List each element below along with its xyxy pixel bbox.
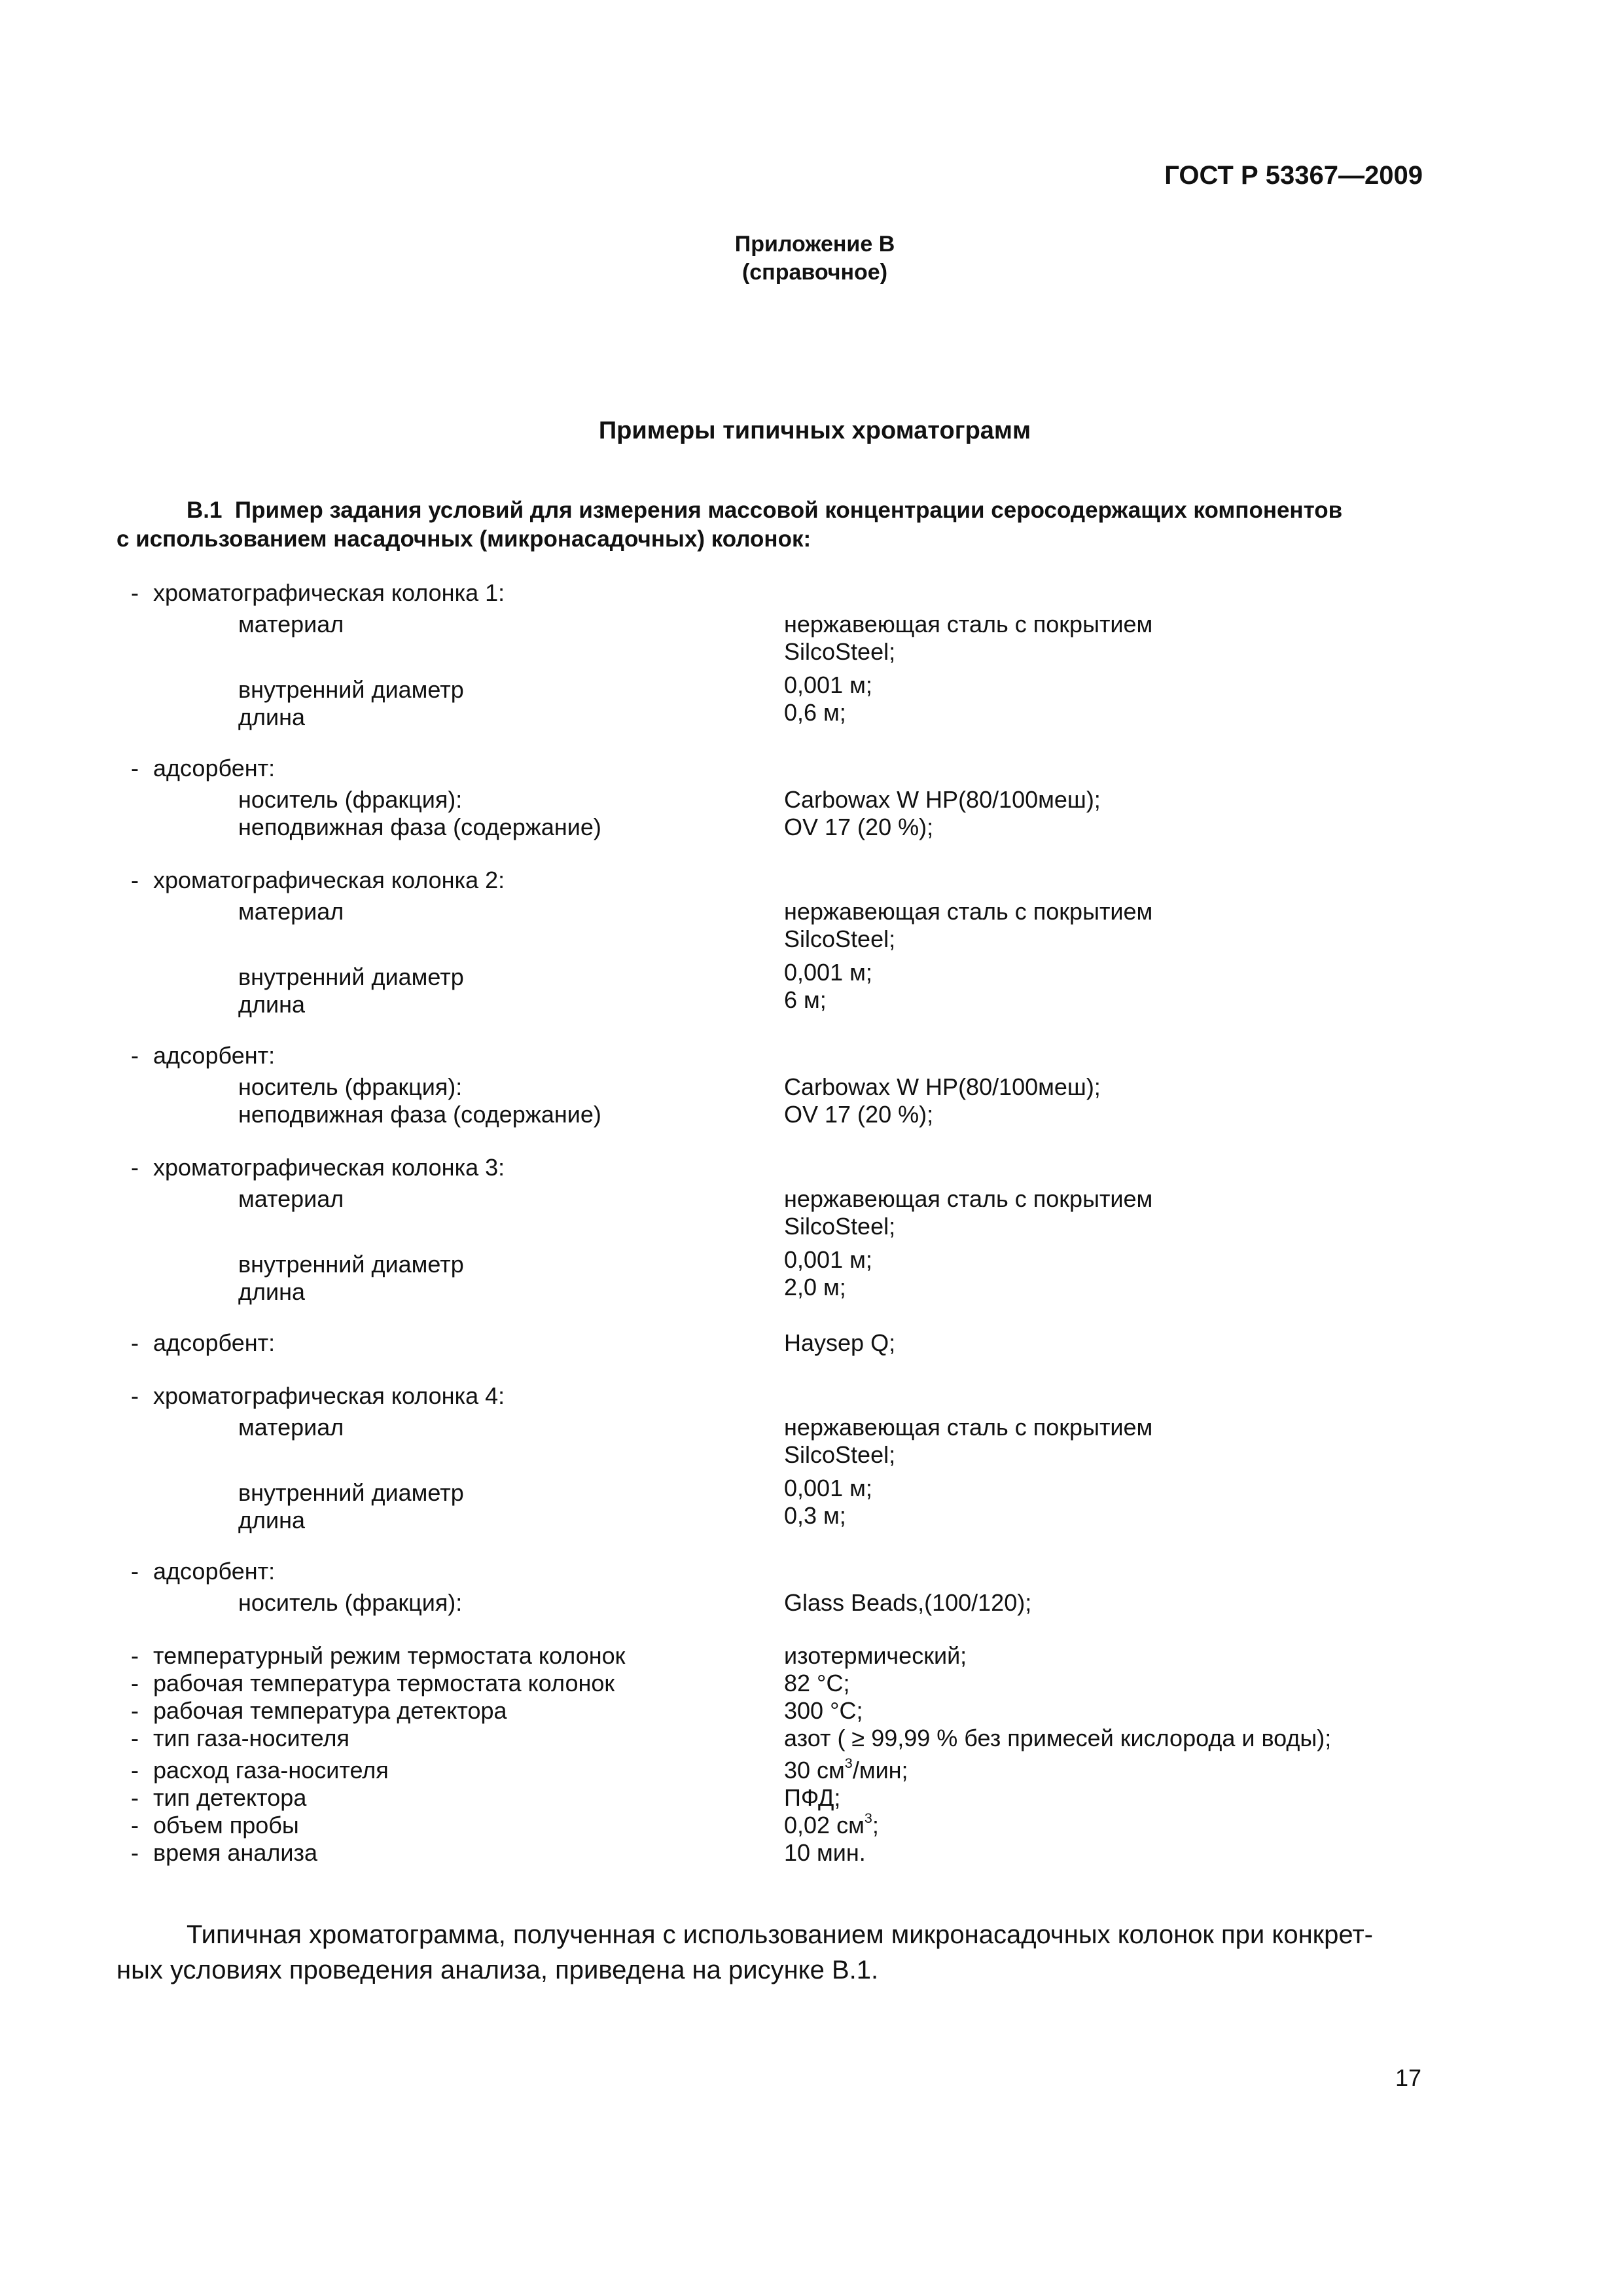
clause-heading-line-1 xyxy=(187,497,1342,524)
annex-status: (справочное) xyxy=(741,260,888,285)
condition-label: время анализа xyxy=(153,1839,317,1866)
list-item-dash: - xyxy=(131,1839,139,1866)
column-1-heading: хроматографическая колонка 1: xyxy=(153,579,505,606)
condition-value: 0,02 $см^3$; xyxy=(784,1809,879,1839)
condition-value: 30 $см^3$/мин; xyxy=(784,1754,908,1784)
list-item-dash: - xyxy=(131,1382,139,1409)
column-2-material-label: материал xyxy=(238,898,344,925)
condition-label: тип газа-носителя xyxy=(153,1725,349,1751)
condition-label: рабочая температура термостата колонок xyxy=(153,1670,615,1696)
column-2-diameter-value: 0,001 м; xyxy=(784,959,872,986)
column-1-length-label: длина xyxy=(238,704,306,730)
column-4-material-label: материал xyxy=(238,1414,344,1441)
list-item-dash: - xyxy=(131,1558,139,1585)
column-4-diameter-value: 0,001 м; xyxy=(784,1475,872,1501)
clause-heading-line-2: с использованием насадочных (микронасадочных) колонок: xyxy=(116,526,812,552)
list-item-dash: - xyxy=(131,1725,139,1751)
condition-value: азот ( ≥ 99,99 % без примесей кислорода и воды); xyxy=(784,1725,1332,1751)
condition-value: 300 °С; xyxy=(784,1697,863,1724)
column-3-material-label: материал xyxy=(238,1185,344,1212)
adsorbent-3-heading: адсорбент: xyxy=(153,1329,276,1356)
column-3-length-label: длина xyxy=(238,1278,306,1305)
list-item-dash: - xyxy=(131,755,139,781)
column-4-diameter-label: внутренний диаметр xyxy=(238,1479,464,1506)
adsorbent-2-carrier-value: Carbowax W HP(80/100меш); xyxy=(784,1073,1101,1100)
column-1-material-value-1: нержавеющая сталь с покрытием xyxy=(784,611,1153,637)
adsorbent-3-value: Haysep Q; xyxy=(784,1329,896,1356)
adsorbent-4-carrier-label: носитель (фракция): xyxy=(238,1589,463,1616)
list-item-dash: - xyxy=(131,579,139,606)
column-2-material-value-1: нержавеющая сталь с покрытием xyxy=(784,898,1153,925)
list-item-dash: - xyxy=(131,1642,139,1669)
condition-value: 82 °С; xyxy=(784,1670,850,1696)
adsorbent-4-heading: адсорбент: xyxy=(153,1558,276,1585)
list-item-dash: - xyxy=(131,1329,139,1356)
list-item-dash: - xyxy=(131,1697,139,1724)
column-4-material-value-1: нержавеющая сталь с покрытием xyxy=(784,1414,1153,1441)
condition-label: объем пробы xyxy=(153,1812,299,1839)
adsorbent-1-carrier-label: носитель (фракция): xyxy=(238,786,463,813)
list-item-dash: - xyxy=(131,1812,139,1839)
column-2-heading: хроматографическая колонка 2: xyxy=(153,867,505,893)
paragraph-line-2: ных условиях проведения анализа, приведена на рисунке В.1. xyxy=(116,1956,879,1984)
column-1-length-value: 0,6 м; xyxy=(784,699,846,726)
list-item-dash: - xyxy=(131,1670,139,1696)
condition-label: температурный режим термостата колонок xyxy=(153,1642,626,1669)
document-id: ГОСТ Р 53367—2009 xyxy=(1164,161,1423,190)
annex-title: Приложение В xyxy=(734,232,895,257)
column-4-material-value-2: SilcoSteel; xyxy=(784,1441,896,1468)
adsorbent-2-phase-value: OV 17 (20 %); xyxy=(784,1101,934,1128)
adsorbent-2-heading: адсорбент: xyxy=(153,1042,276,1069)
column-4-heading: хроматографическая колонка 4: xyxy=(153,1382,505,1409)
condition-label: тип детектора xyxy=(153,1784,307,1811)
column-1-material-value-2: SilcoSteel; xyxy=(784,638,896,665)
column-4-length-label: длина xyxy=(238,1507,306,1534)
column-2-length-label: длина xyxy=(238,991,306,1018)
column-3-diameter-label: внутренний диаметр xyxy=(238,1251,464,1278)
column-1-diameter-value: 0,001 м; xyxy=(784,672,872,698)
adsorbent-2-phase-label: неподвижная фаза (содержание) xyxy=(238,1101,601,1128)
adsorbent-2-carrier-label: носитель (фракция): xyxy=(238,1073,463,1100)
list-item-dash: - xyxy=(131,1757,139,1784)
condition-label: расход газа-носителя xyxy=(153,1757,389,1784)
column-2-length-value: 6 м; xyxy=(784,986,827,1013)
adsorbent-1-carrier-value: Carbowax W HP(80/100меш); xyxy=(784,786,1101,813)
adsorbent-1-phase-value: OV 17 (20 %); xyxy=(784,814,934,840)
column-3-diameter-value: 0,001 м; xyxy=(784,1246,872,1273)
column-1-material-label: материал xyxy=(238,611,344,637)
adsorbent-1-heading: адсорбент: xyxy=(153,755,276,781)
condition-value: 10 мин. xyxy=(784,1839,866,1866)
list-item-dash: - xyxy=(131,867,139,893)
page-number: 17 xyxy=(1395,2064,1421,2091)
column-3-heading: хроматографическая колонка 3: xyxy=(153,1154,505,1181)
column-2-material-value-2: SilcoSteel; xyxy=(784,925,896,952)
list-item-dash: - xyxy=(131,1784,139,1811)
list-item-dash: - xyxy=(131,1154,139,1181)
column-3-length-value: 2,0 м; xyxy=(784,1274,846,1300)
clause-title-1: Пример задания условий для измерения массовой концентрации серосодержащих компонентов xyxy=(234,497,1343,523)
clause-number: В.1 xyxy=(187,497,223,523)
section-title: Примеры типичных хроматограмм xyxy=(598,417,1031,444)
column-2-diameter-label: внутренний диаметр xyxy=(238,963,464,990)
adsorbent-4-carrier-value: Glass Beads,(100/120); xyxy=(784,1589,1032,1616)
column-4-length-value: 0,3 м; xyxy=(784,1502,846,1529)
column-3-material-value-1: нержавеющая сталь с покрытием xyxy=(784,1185,1153,1212)
column-1-diameter-label: внутренний диаметр xyxy=(238,676,464,703)
condition-value: изотермический; xyxy=(784,1642,967,1669)
column-3-material-value-2: SilcoSteel; xyxy=(784,1213,896,1240)
condition-value: ПФД; xyxy=(784,1784,841,1811)
adsorbent-1-phase-label: неподвижная фаза (содержание) xyxy=(238,814,601,840)
paragraph-line-1: Типичная хроматограмма, полученная с использованием микронасадочных колонок при конкрет- xyxy=(187,1920,1373,1949)
condition-label: рабочая температура детектора xyxy=(153,1697,507,1724)
list-item-dash: - xyxy=(131,1042,139,1069)
